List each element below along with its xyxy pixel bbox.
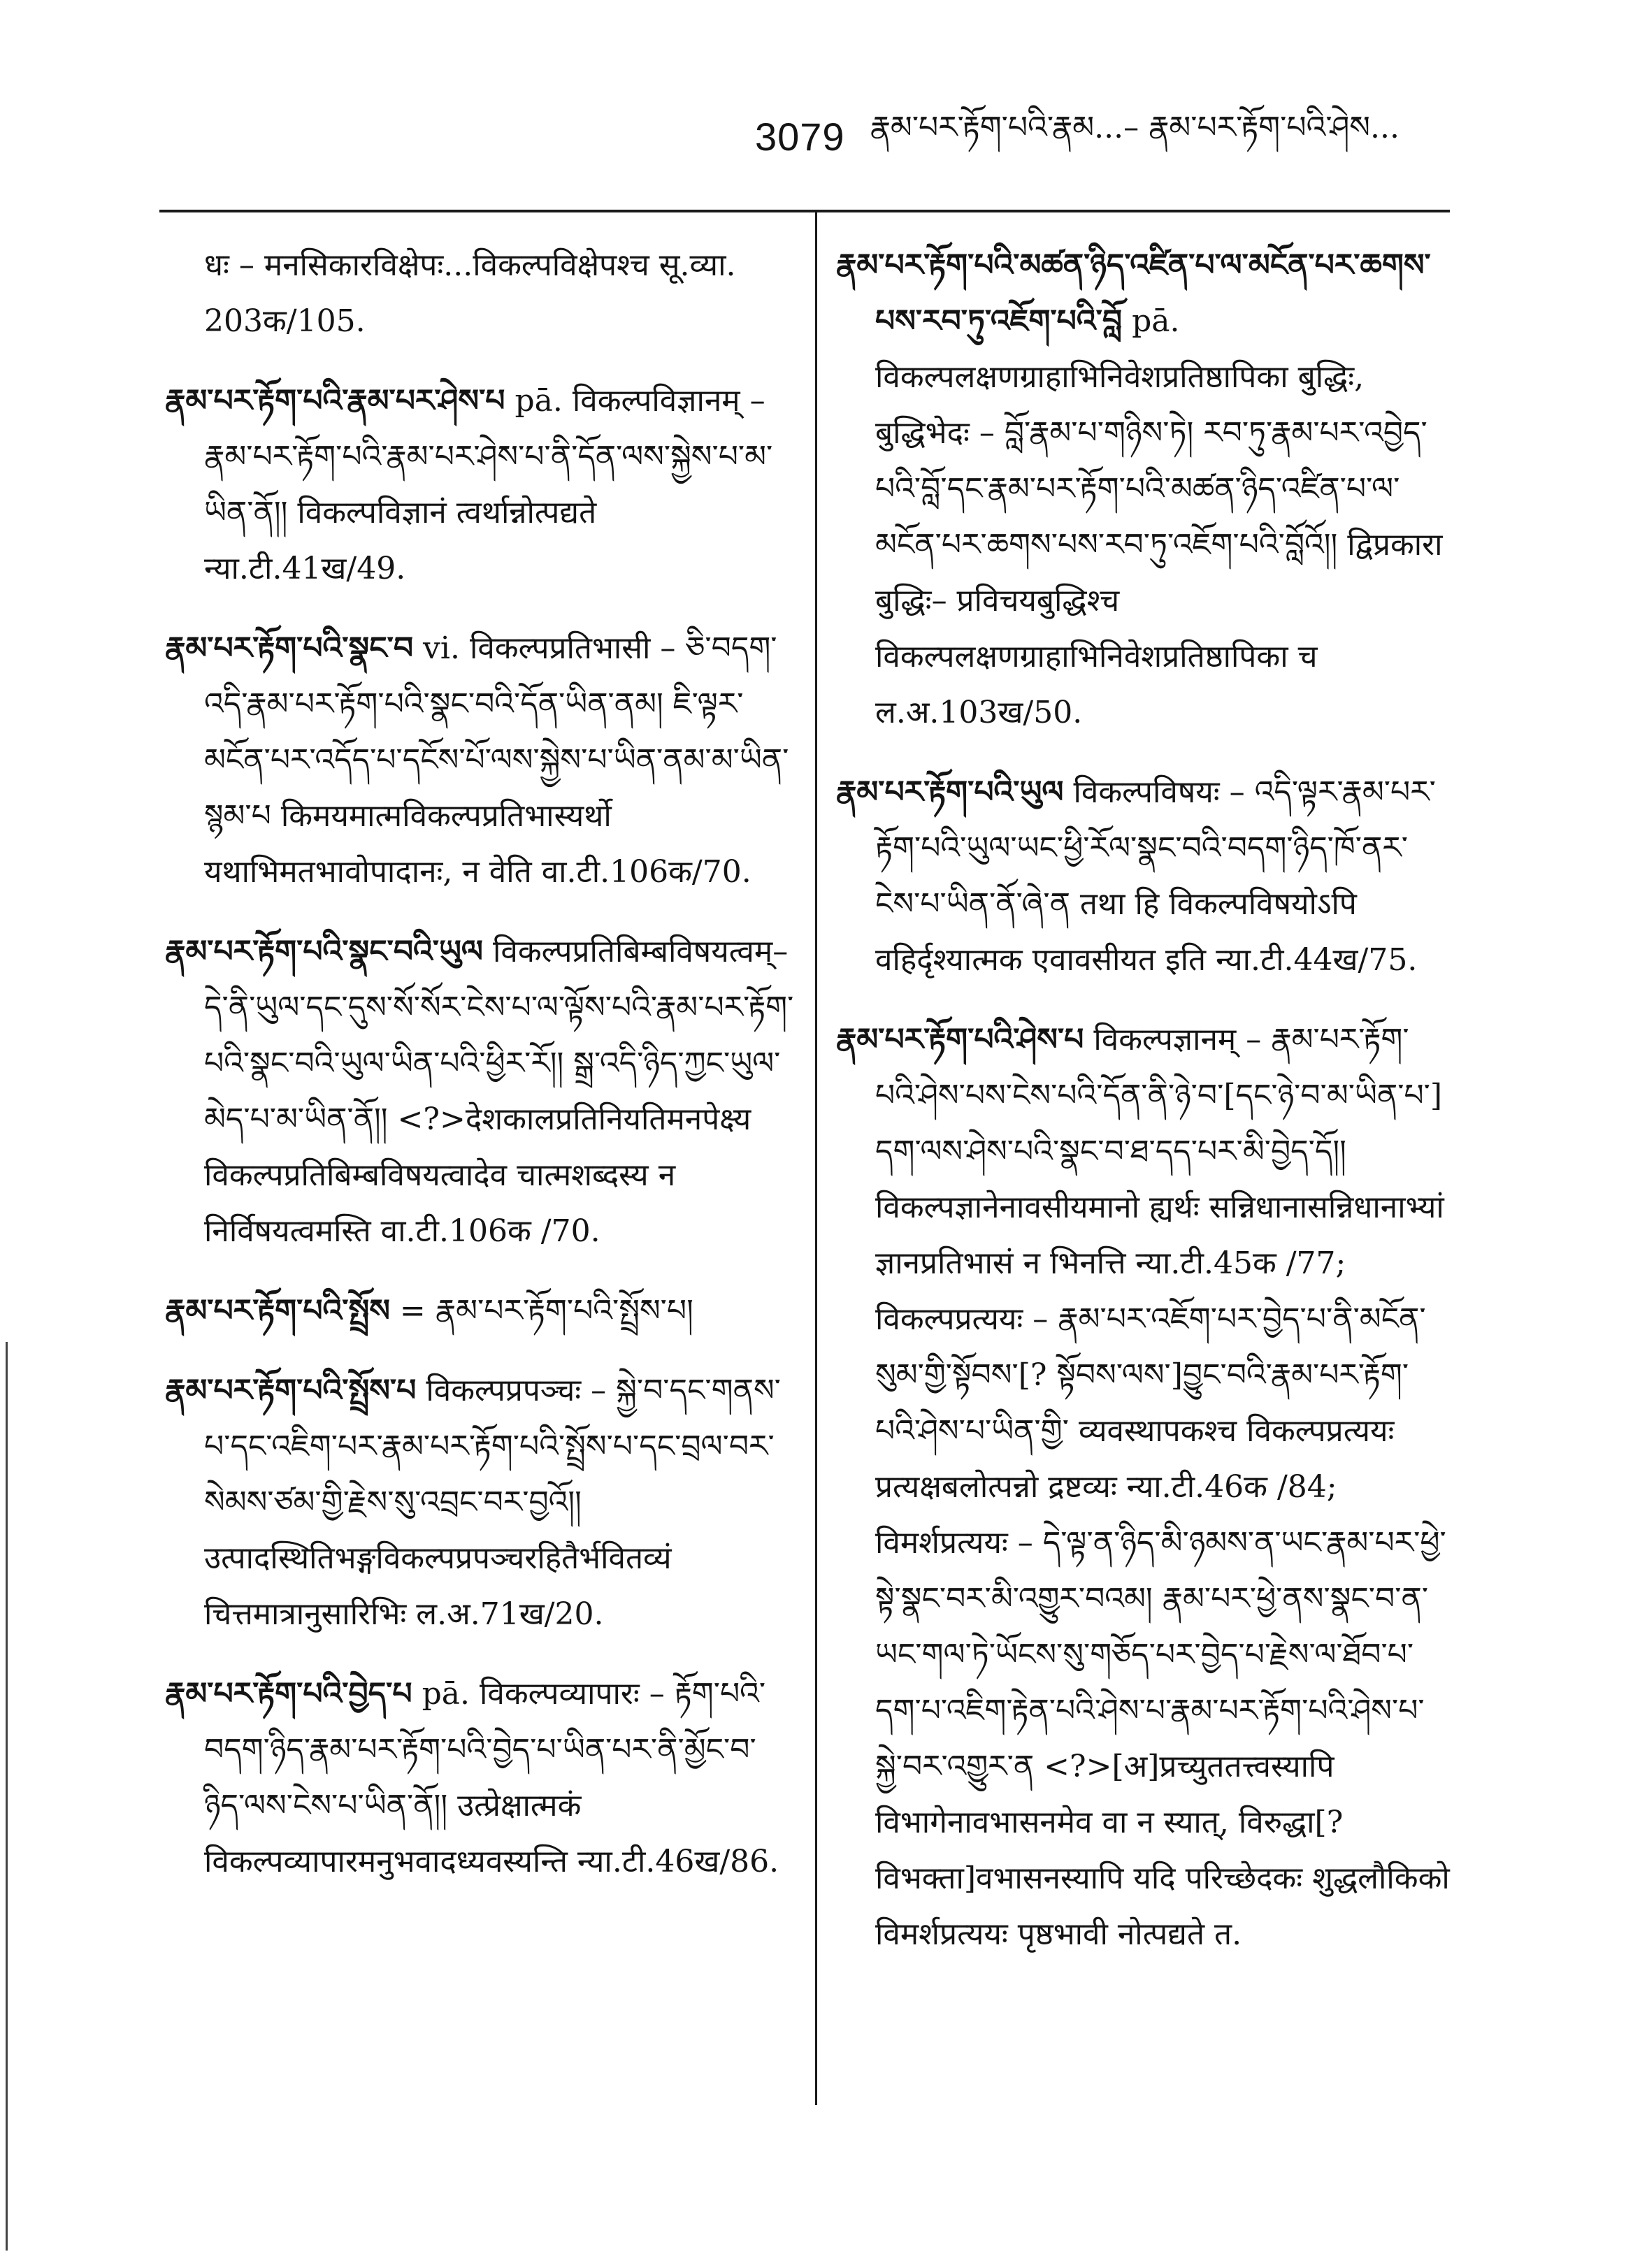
entry-headword: རྣམ་པར་རྟོག་པའི་སྤྲོས [165,1293,390,1329]
entry-text: धः – मनसिकारविक्षेपः...विकल्पविक्षेपश्च सू.व्या. 203क/105. [204,247,736,339]
dictionary-entry [165,1666,794,1890]
entry-text: विकल्पविषयः – འདི་ལྟར་རྣམ་པར་རྟོག་པའི་ཡུལ་ཡང་ཕྱི་རོལ་སྣང་བའི་བདག་ཉིད་ཁོ་ནར་ངེས་པ་ཡིན་ནོ་ཞེ་ན तथा हि विकल्पविषयोऽपि वहिर्दृश्यात्मक एवावसीयत इति न्या.टी.44ख/75. [875,774,1436,978]
entry-text: विकल्पप्रपञ्चः – སྐྱེ་བ་དང་གནས་པ་དང་འཇིག་པར་རྣམ་པར་རྟོག་པའི་སྤྲོས་པ་དང་བྲལ་བར་སེམས་ཙམ་གྱི་རྗེས་སུ་འབྲང་བར་བྱའོ།། उत्पादस्थितिभङ्गविकल्पप्रपञ्चरहितैर्भवितव्यं चित्तमात्रानुसारिभिः ल.अ.71ख/20. [204,1373,781,1632]
dictionary-entry [165,924,794,1259]
entry-text: विकल्पप्रतिबिम्बविषयत्वम्– དེ་ནི་ཡུལ་དང་དུས་སོ་སོར་ངེས་པ་ལ་ལྟོས་པའི་རྣམ་པར་རྟོག་པའི་སྣང་བའི་ཡུལ་ཡིན་པའི་ཕྱིར་རོ།། སྒྲ་འདི་ཉིད་ཀྱང་ཡུལ་མེད་པ་མ་ཡིན་ནོ།། <?>देशकालप्रतिनियतिमनपेक्ष्य विकल्पप्रतिबिम्बविषयत्वादेव चात्मशब्दस्य न निर्विषयत्वमस्ति वा.टी.106क /70. [204,934,794,1249]
entry-headword: རྣམ་པར་རྟོག་པའི་སྣང་བའི་ཡུལ [165,934,483,969]
dictionary-entry [165,373,794,597]
dictionary-entry [165,238,794,349]
entry-text: vi. विकल्पप्रतिभासी – ཅི་བདག་འདི་རྣམ་པར་རྟོག་པའི་སྣང་བའི་དོན་ཡིན་ནམ། ཇི་ལྟར་མངོན་པར་འདོད་པ་དངོས་པོ་ལས་སྐྱེས་པ་ཡིན་ནམ་མ་ཡིན་སྙམ་པ किमयमात्मविकल्पप्रतिभास्यर्थो यथाभिमतभावोपादानः, न वेति वा.टी.106क/70. [204,630,789,890]
entry-text: विकल्पज्ञानम् – རྣམ་པར་རྟོག་པའི་ཤེས་པས་ངེས་པའི་དོན་ནི་ཉེ་བ་[དང་ཉེ་བ་མ་ཡིན་པ་] དག་ལས་ཤེས་པའི་སྣང་བ་ཐ་དད་པར་མི་བྱེད་དོ།། विकल्पज्ञानेनावसीयमानो ह्यर्थः सन्निधानासन्निधानाभ्यां ज्ञानप्रतिभासं न भिनत्ति न्या.टी.45क /77; विकल्पप्रत्ययः – རྣམ་པར་འཇོག་པར་བྱེད་པ་ནི་མངོན་སུམ་གྱི་སྟོབས་[? སྟོབས་ལས་]བྱུང་བའི་རྣམ་པར་རྟོག་པའི་ཤེས་པ་ཡིན་གྱི་ व्यवस्थापकश्च विकल्पप्रत्ययः प्रत्यक्षबलोत्पन्नो द्रष्टव्यः न्या.टी.46क /84; विमर्शप्रत्ययः – དེ་ལྟ་ན་ཉིད་མི་ཉམས་ན་ཡང་རྣམ་པར་ཕྱེ་སྟེ་སྣང་བར་མི་འགྱུར་བའམ། རྣམ་པར་ཕྱེ་ནས་སྣང་བ་ན་ཡང་གལ་ཏེ་ཡོངས་སུ་གཅོད་པར་བྱེད་པ་རྗེས་ལ་ཐོབ་པ་དག་པ་འཇིག་རྟེན་པའི་ཤེས་པ་རྣམ་པར་རྟོག་པའི་ཤེས་པ་སྐྱེ་བར་འགྱུར་ན <?>[अ]प्रच्युततत्त्वस्यापि विभागेनावभासनमेव वा न स्यात्, विरुद्धा[? विभक्ता]वभासनस्यापि यदि परिच्छेदकः शुद्धलौकिको विमर्शप्रत्ययः पृष्ठभावी नोत्पद्यते त. [875,1022,1450,1952]
entry-headword: རྣམ་པར་རྟོག་པའི་སྣང་བ [165,630,414,666]
left-column [165,238,794,1914]
entry-text: = རྣམ་པར་རྟོག་པའི་སྤྲོས་པ། [399,1293,693,1329]
dictionary-entry [165,621,794,900]
entry-text: pā. विकल्पविज्ञानम् – རྣམ་པར་རྟོག་པའི་རྣམ་པར་ཤེས་པ་ནི་དོན་ལས་སྐྱེས་པ་མ་ཡིན་ནོ།། विकल्पविज्ञानं त्वर्थान्नोत्पद्यते न्या.टी.41ख/49. [204,383,773,586]
dictionary-entry [165,1363,794,1642]
entry-headword: རྣམ་པར་རྟོག་པའི་སྤྲོས་པ [165,1373,417,1408]
entry-headword: རྣམ་པར་རྟོག་པའི་མཚན་ཉིད་འཛིན་པ་ལ་མངོན་པར་ཆགས་པས་རབ་ཏུ་འཇོག་པའི་བློ [836,247,1431,339]
dictionary-entry [165,1283,794,1339]
entry-text: pā. विकल्पव्यापारः – རྟོག་པའི་བདག་ཉིད་རྣམ་པར་རྟོག་པའི་བྱེད་པ་ཡིན་པར་ནི་མྱོང་བ་ཉིད་ལས་ངེས་པ་ཡིན་ནོ།། उत्प्रेक्षात्मकं विकल्पव्यापारमनुभवादध्यवस्यन्ति न्या.टी.46ख/86. [204,1676,779,1879]
entry-headword: རྣམ་པར་རྟོག་པའི་བྱེད་པ [165,1676,412,1712]
page-number: 3079 [755,114,845,159]
entry-text: pā. विकल्पलक्षणग्राहाभिनिवेशप्रतिष्ठापिका बुद्धिः, बुद्धिभेदः – བློ་རྣམ་པ་གཉིས་ཏེ། རབ་ཏུ་རྣམ་པར་འབྱེད་པའི་བློ་དང་རྣམ་པར་རྟོག་པའི་མཚན་ཉིད་འཛིན་པ་ལ་མངོན་པར་ཆགས་པས་རབ་ཏུ་འཇོག་པའི་བློའོ།། द्विप्रकारा बुद्धिः– प्रविचयबुद्धिश्च विकल्पलक्षणग्राहाभिनिवेशप्रतिष्ठापिका च ल.अ.103ख/50. [875,303,1443,730]
binding-edge [6,1342,8,2251]
entry-headword: རྣམ་པར་རྟོག་པའི་ཤེས་པ [836,1022,1084,1057]
entry-headword: རྣམ་པར་རྟོག་པའི་ཡུལ [836,774,1064,810]
dictionary-entry [836,1012,1451,1963]
right-column [836,238,1451,1986]
column-divider [815,211,817,2105]
header-rule [159,210,1450,212]
entry-headword: རྣམ་པར་རྟོག་པའི་རྣམ་པར་ཤེས་པ [165,383,505,419]
dictionary-entry [836,238,1451,741]
dictionary-entry [836,765,1451,988]
page-header [755,105,1454,168]
running-head: རྣམ་པར་རྟོག་པའི་རྣམ...– རྣམ་པར་རྟོག་པའི་ཤེས... [870,110,1400,145]
